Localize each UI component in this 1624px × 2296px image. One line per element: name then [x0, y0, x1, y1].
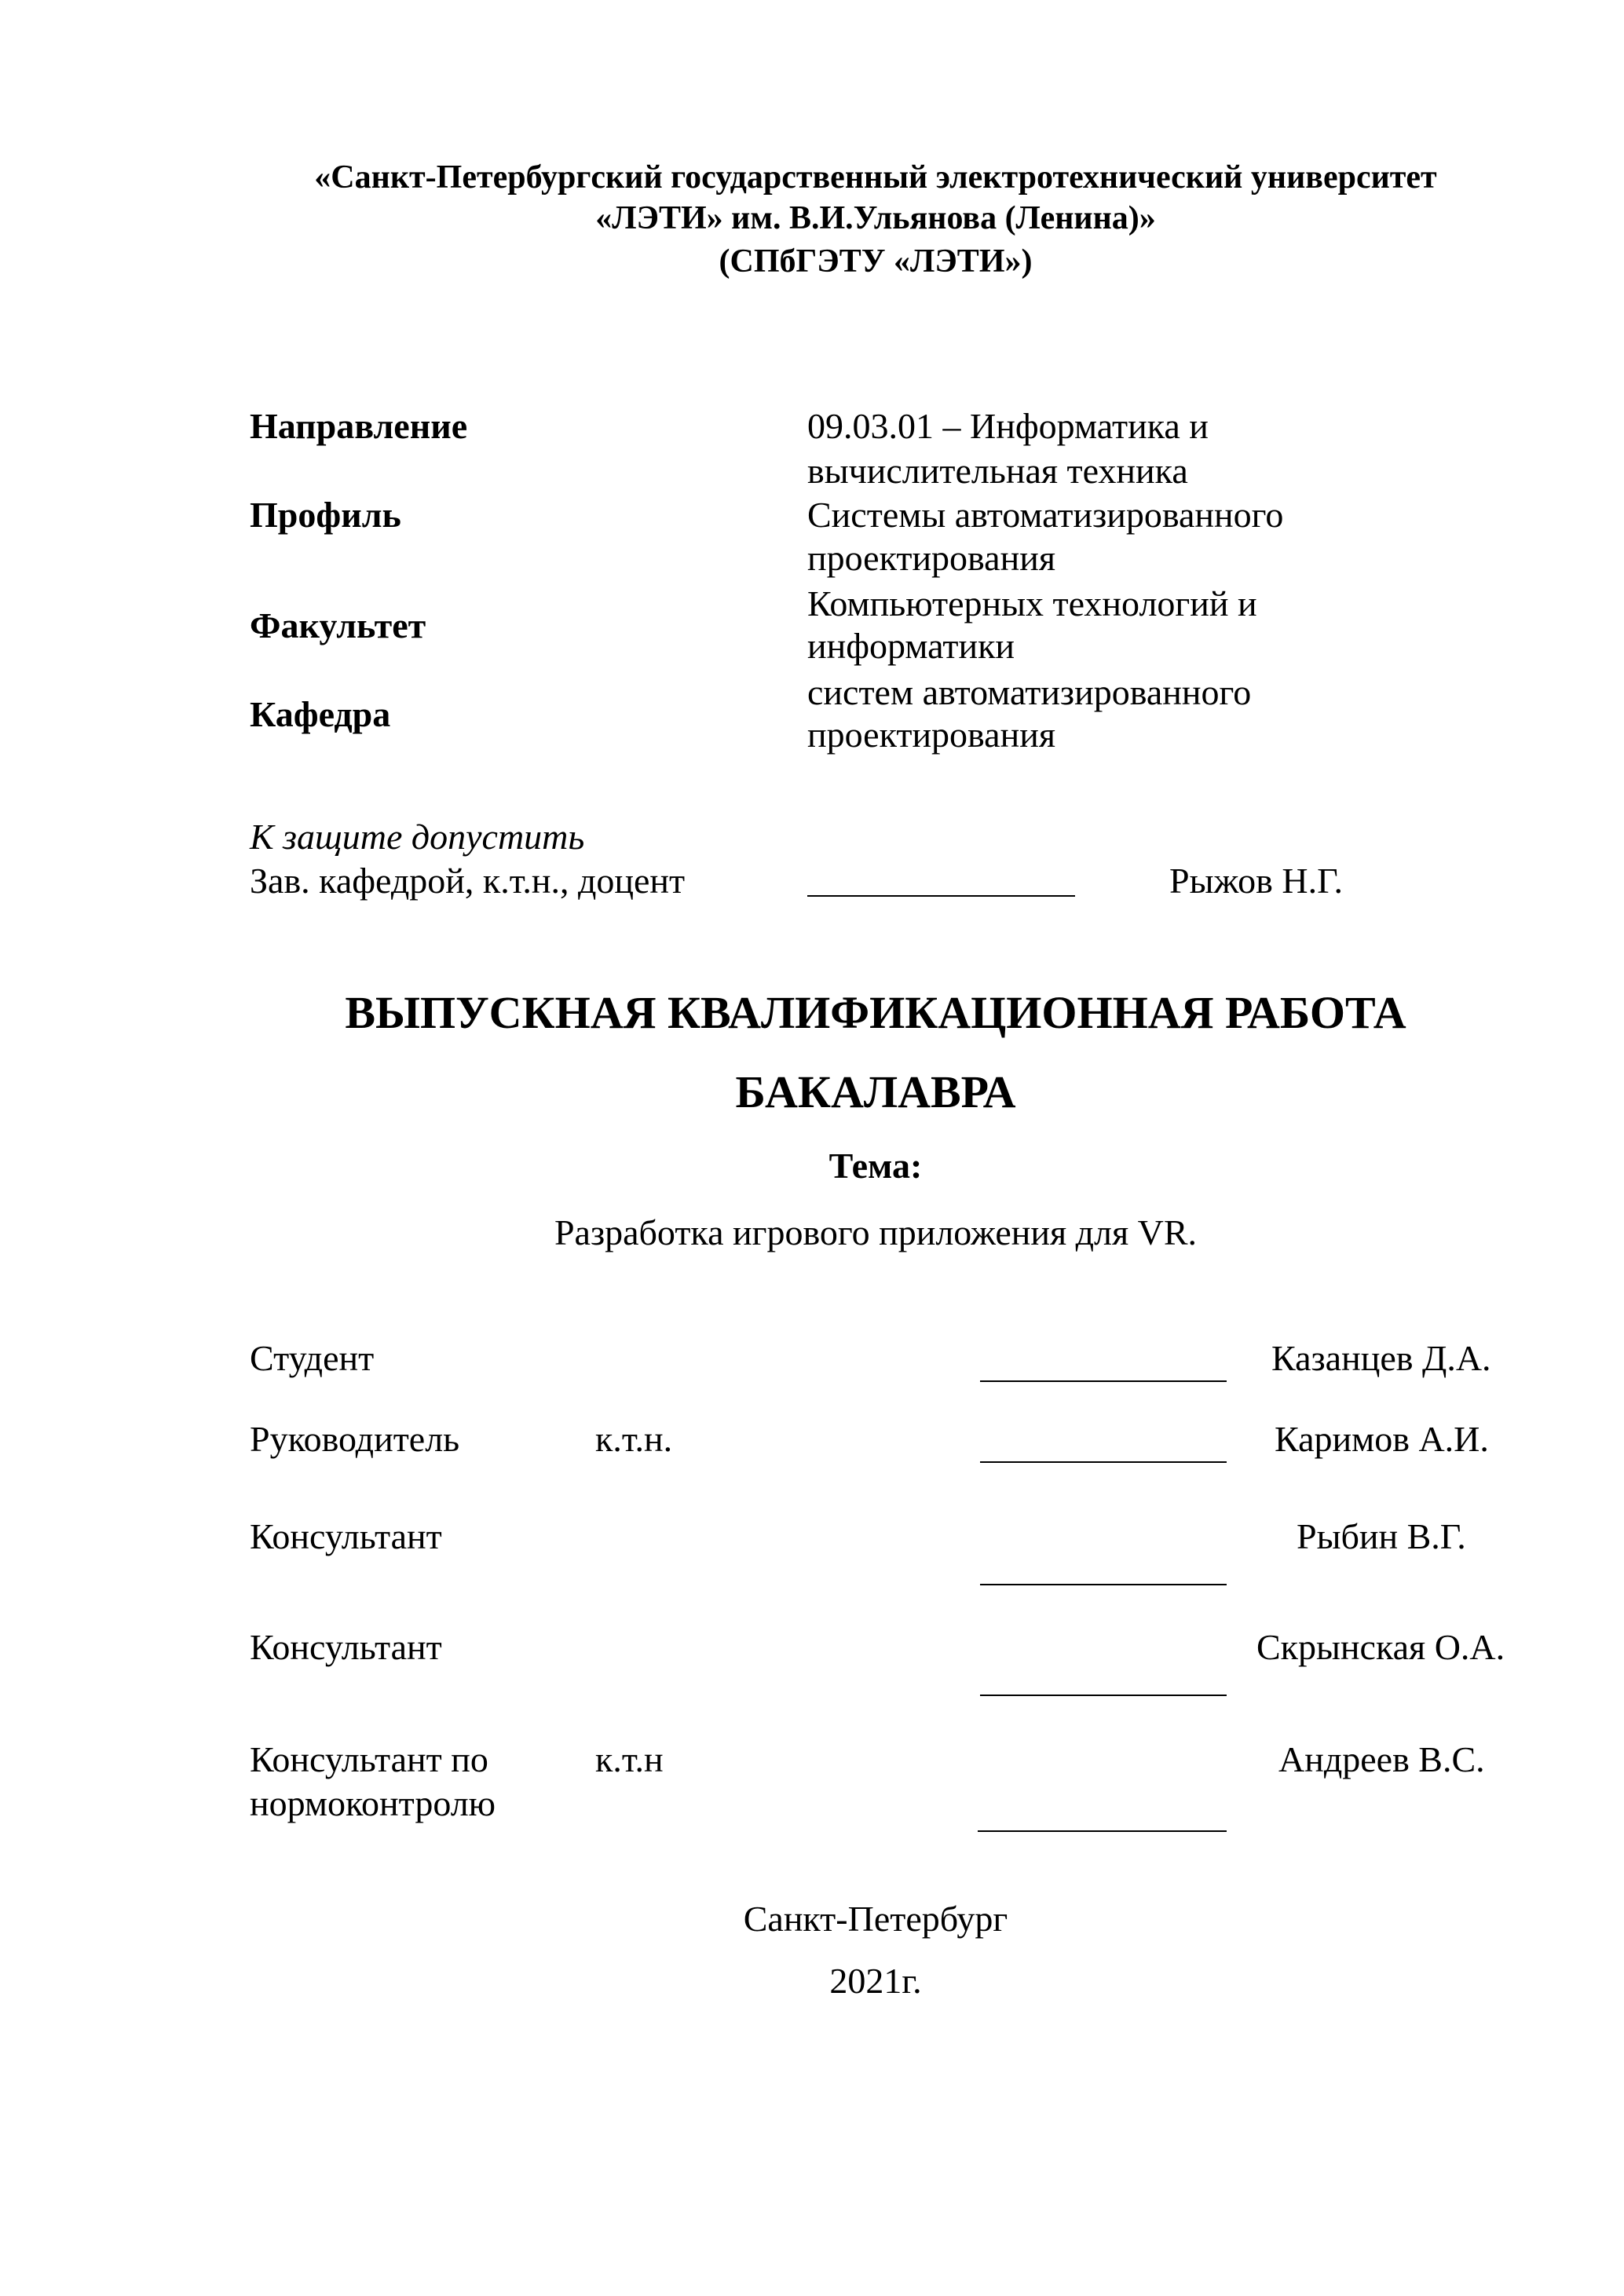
department-label: Кафедра [250, 694, 391, 734]
signature-degree-supervisor: к.т.н. [595, 1419, 673, 1459]
signature-name-consultant-2: Скрынская О.А. [1256, 1627, 1505, 1667]
university-abbr: (СПбГЭТУ «ЛЭТИ») [719, 243, 1033, 280]
direction-value-2: вычислительная техника [807, 451, 1188, 491]
signature-line [980, 1380, 1227, 1382]
faculty-value-1: Компьютерных технологий и [807, 583, 1257, 623]
profile-label: Профиль [250, 495, 401, 535]
document-title-line2: БАКАЛАВРА [735, 1066, 1016, 1117]
profile-value-2: проектирования [807, 538, 1055, 578]
head-of-department: Зав. кафедрой, к.т.н., доцент [250, 861, 686, 901]
signature-name-consultant-1: Рыбин В.Г. [1297, 1516, 1466, 1556]
signature-role-consultant-1: Консультант [250, 1516, 442, 1556]
topic-label: Тема: [828, 1146, 923, 1186]
profile-value-1: Системы автоматизированного [807, 495, 1284, 535]
department-value-2: проектирования [807, 715, 1055, 755]
document-title-line1: ВЫПУСКНАЯ КВАЛИФИКАЦИОННАЯ РАБОТА [345, 987, 1406, 1038]
signature-name-normcontrol: Андреев В.С. [1278, 1739, 1485, 1779]
topic-text: Разработка игрового приложения для VR. [554, 1212, 1198, 1252]
university-name-line2: «ЛЭТИ» им. В.И.Ульянова (Ленина)» [595, 200, 1156, 236]
department-value-1: систем автоматизированного [807, 672, 1252, 712]
signature-line [980, 1695, 1227, 1696]
direction-label: Направление [250, 406, 468, 446]
year: 2021г. [829, 1961, 922, 2001]
signature-role-normcontrol-2: нормоконтролю [250, 1783, 496, 1823]
signature-role-consultant-2: Консультант [250, 1627, 442, 1667]
signature-role-supervisor: Руководитель [250, 1419, 460, 1459]
signature-role-normcontrol: Консультант по [250, 1739, 488, 1779]
faculty-value-2: информатики [807, 626, 1015, 666]
city: Санкт-Петербург [743, 1899, 1008, 1939]
signature-name-student: Казанцев Д.А. [1271, 1338, 1491, 1378]
head-name: Рыжов Н.Г. [1169, 861, 1343, 901]
faculty-label: Факультет [250, 605, 426, 645]
admit-label: К защите допустить [250, 817, 585, 857]
direction-value-1: 09.03.01 – Информатика и [807, 406, 1209, 446]
signature-name-supervisor: Каримов А.И. [1275, 1419, 1489, 1459]
signature-line [980, 1584, 1227, 1585]
signature-degree-normcontrol: к.т.н [595, 1739, 664, 1779]
university-name-line1: «Санкт-Петербургский государственный электротехнический университет [314, 159, 1437, 196]
signature-line [978, 1830, 1227, 1832]
signature-role-student: Студент [250, 1338, 375, 1378]
head-signature-line [807, 895, 1075, 897]
signature-line [980, 1461, 1227, 1463]
